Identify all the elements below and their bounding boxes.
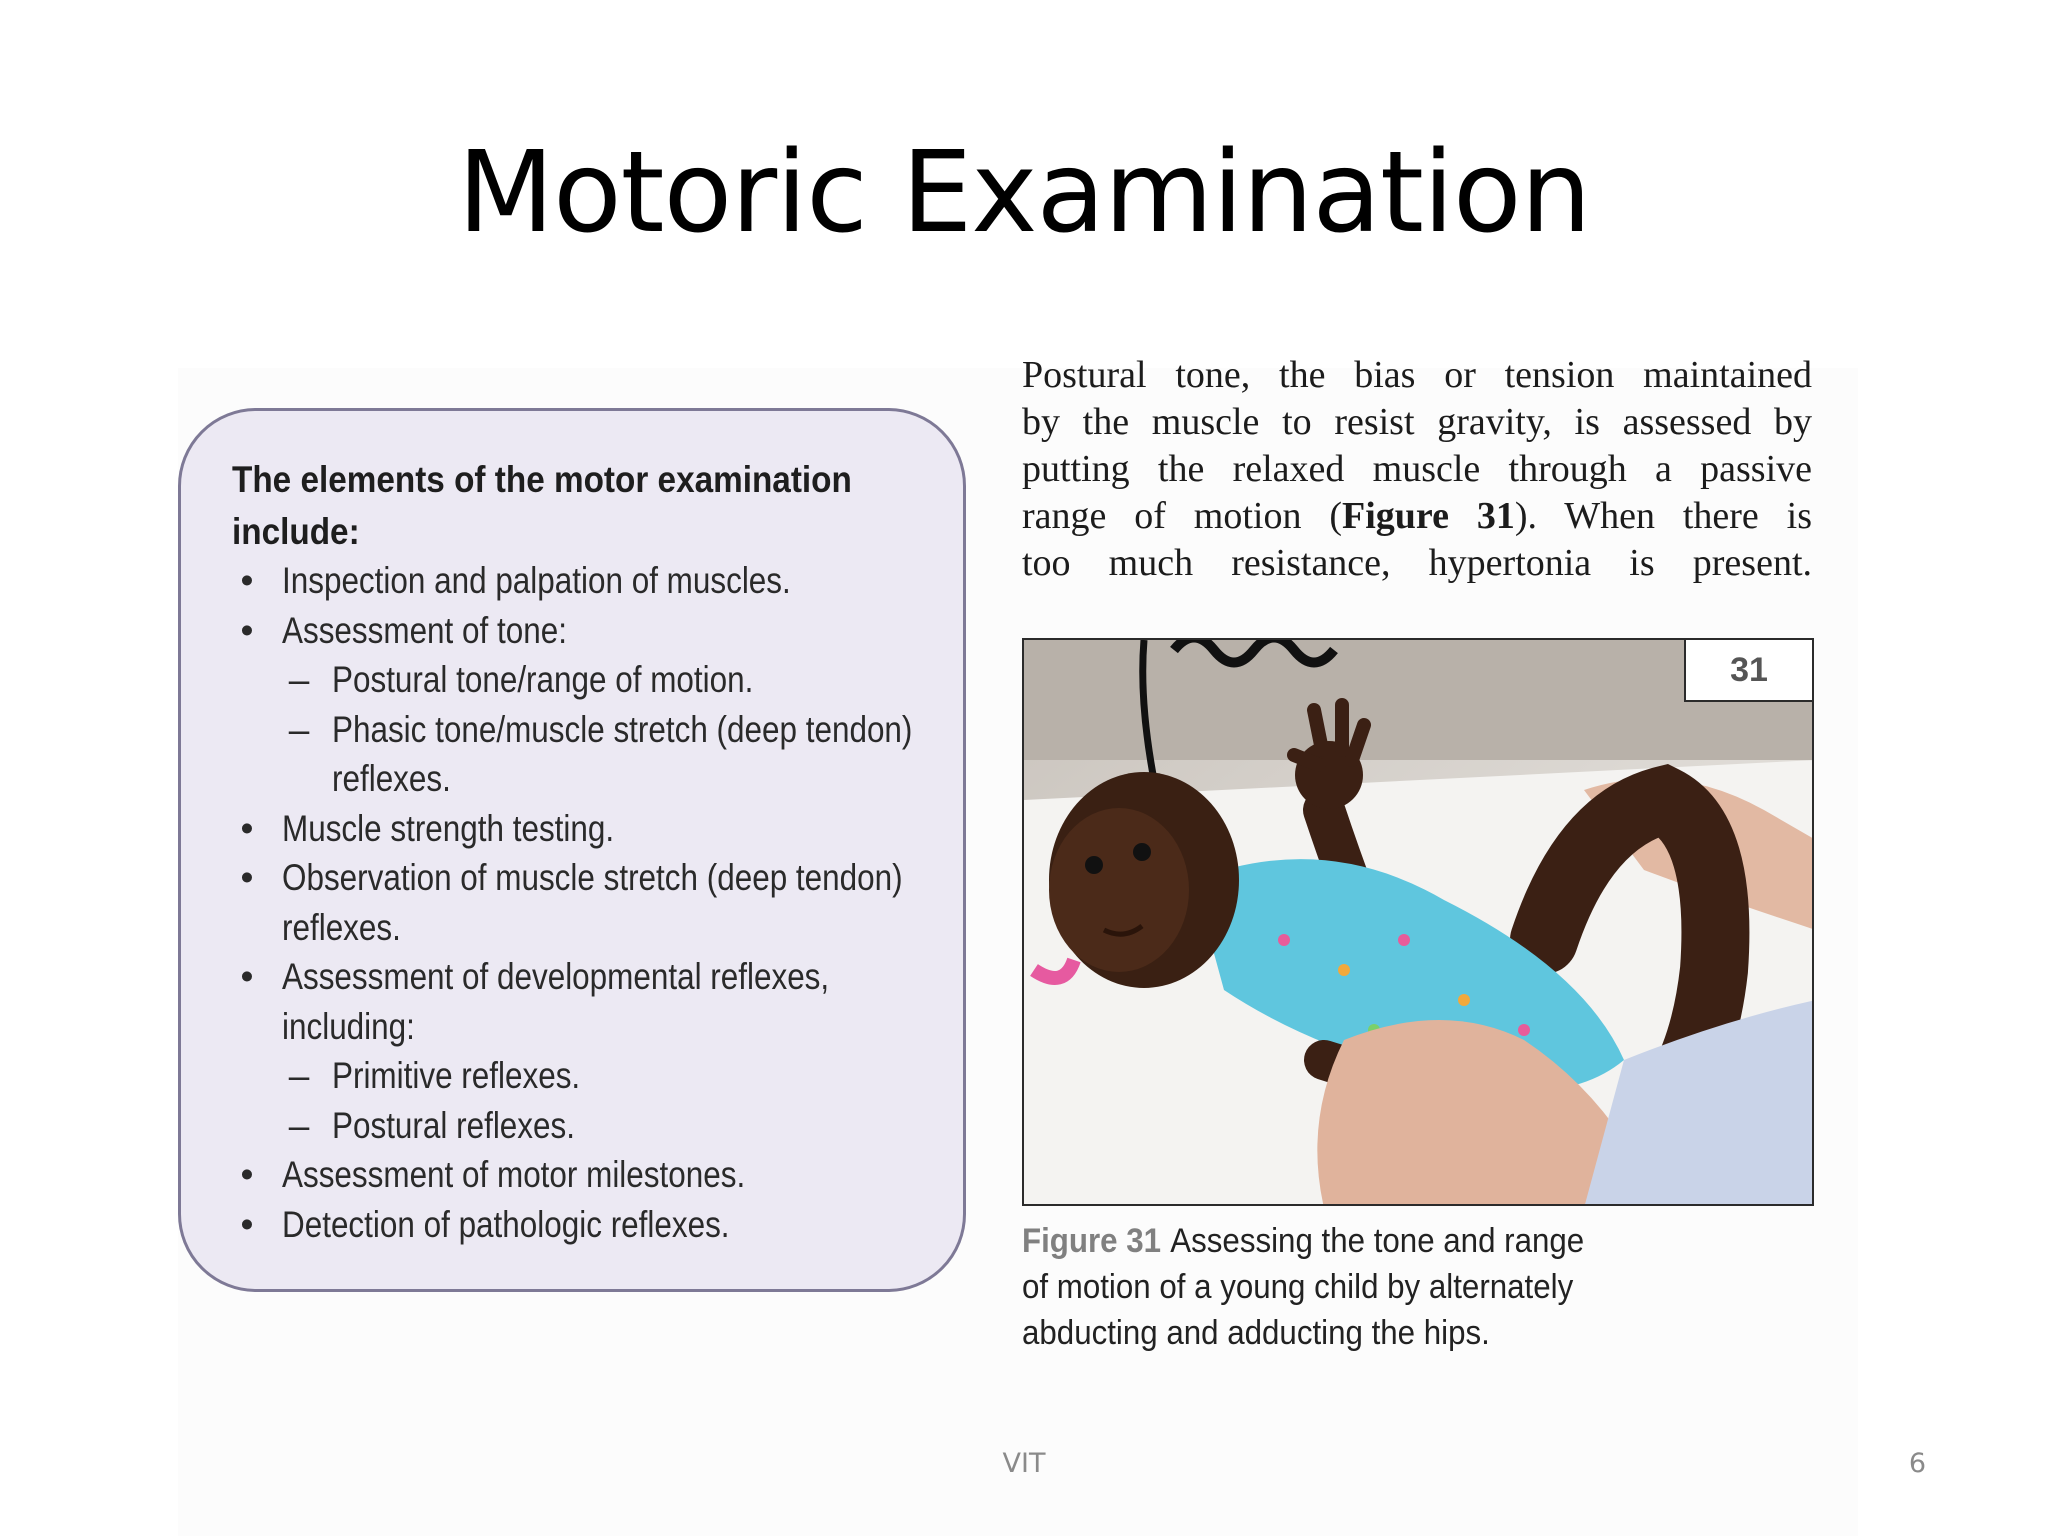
list-item	[232, 556, 952, 606]
list-item-text: Postural reflexes.	[332, 1104, 575, 1146]
list-item	[232, 655, 952, 705]
bullet-icon: •	[240, 857, 254, 898]
paragraph-line: too much resistance, hypertonia is present.	[1022, 542, 1812, 584]
caption-line: abducting and adducting the hips.	[1022, 1314, 1490, 1352]
dash-icon: –	[288, 708, 310, 750]
slide-title: Motoric Examination	[457, 128, 1591, 258]
list-item-text: Postural tone/range of motion.	[332, 659, 754, 700]
list-item	[232, 705, 952, 755]
page-number: 6	[1908, 1448, 1926, 1479]
figure-31-photo	[1022, 638, 1814, 1206]
bullet-icon: •	[240, 609, 254, 651]
list-item-text: including:	[282, 1005, 415, 1047]
bullet-icon: •	[240, 956, 254, 997]
paragraph-line: Postural tone, the bias or tension maintained	[1022, 354, 1812, 396]
figure-reference: Figure 31	[1342, 495, 1515, 537]
list-item	[232, 804, 952, 854]
list-item-text: Primitive reflexes.	[332, 1055, 581, 1096]
list-item	[232, 754, 952, 804]
list-item-text: Phasic tone/muscle stretch (deep tendon)	[332, 708, 913, 750]
paragraph-line	[1022, 493, 1812, 540]
bullet-icon: •	[240, 560, 254, 601]
dash-icon: –	[288, 1104, 310, 1146]
list-item-text: Detection of pathologic reflexes.	[282, 1203, 730, 1245]
paragraph-line: by the muscle to resist gravity, is assessed by	[1022, 401, 1812, 443]
box-heading-line: The elements of the motor examination	[232, 459, 852, 500]
list-item-text: reflexes.	[332, 758, 451, 799]
bullet-icon: •	[240, 1203, 254, 1245]
caption-text: Assessing the tone and range	[1170, 1222, 1585, 1260]
bullet-icon: •	[240, 1154, 254, 1195]
figure-number-badge: 31	[1684, 640, 1812, 702]
caption-label: Figure 31	[1022, 1222, 1162, 1260]
paragraph-text: ). When there is	[1514, 495, 1812, 537]
list-item-text: reflexes.	[282, 906, 401, 948]
list-item	[232, 903, 952, 953]
list-item-text: Assessment of developmental reflexes,	[282, 956, 830, 997]
list-item	[232, 853, 952, 903]
list-item	[232, 606, 952, 656]
list-item	[232, 1051, 952, 1101]
box-heading-line: include:	[232, 511, 360, 552]
caption-line	[1022, 1218, 1758, 1264]
paragraph-text: range of motion (	[1022, 495, 1343, 537]
list-item	[232, 1200, 952, 1250]
list-item	[232, 1150, 952, 1200]
figure-caption	[1022, 1218, 1822, 1356]
list-item	[232, 1101, 952, 1151]
list-item-text: Observation of muscle stretch (deep tendon)	[282, 857, 903, 898]
box-heading	[232, 454, 862, 558]
list-item	[232, 1002, 952, 1052]
dash-icon: –	[288, 659, 310, 700]
child-exam-illustration	[1024, 640, 1814, 1206]
footer-text: VIT	[1002, 1448, 1046, 1479]
postural-tone-paragraph	[1022, 352, 1812, 587]
list-item-text: Muscle strength testing.	[282, 807, 615, 849]
bullet-icon: •	[240, 807, 254, 849]
caption-line: of motion of a young child by alternately	[1022, 1268, 1574, 1306]
list-item-text: Assessment of motor milestones.	[282, 1154, 746, 1195]
paragraph-line: putting the relaxed muscle through a passive	[1022, 448, 1812, 490]
list-item-text: Assessment of tone:	[282, 609, 567, 651]
list-item	[232, 952, 952, 1002]
dash-icon: –	[288, 1055, 310, 1096]
list-item-text: Inspection and palpation of muscles.	[282, 560, 791, 601]
motor-exam-list	[232, 556, 952, 1249]
